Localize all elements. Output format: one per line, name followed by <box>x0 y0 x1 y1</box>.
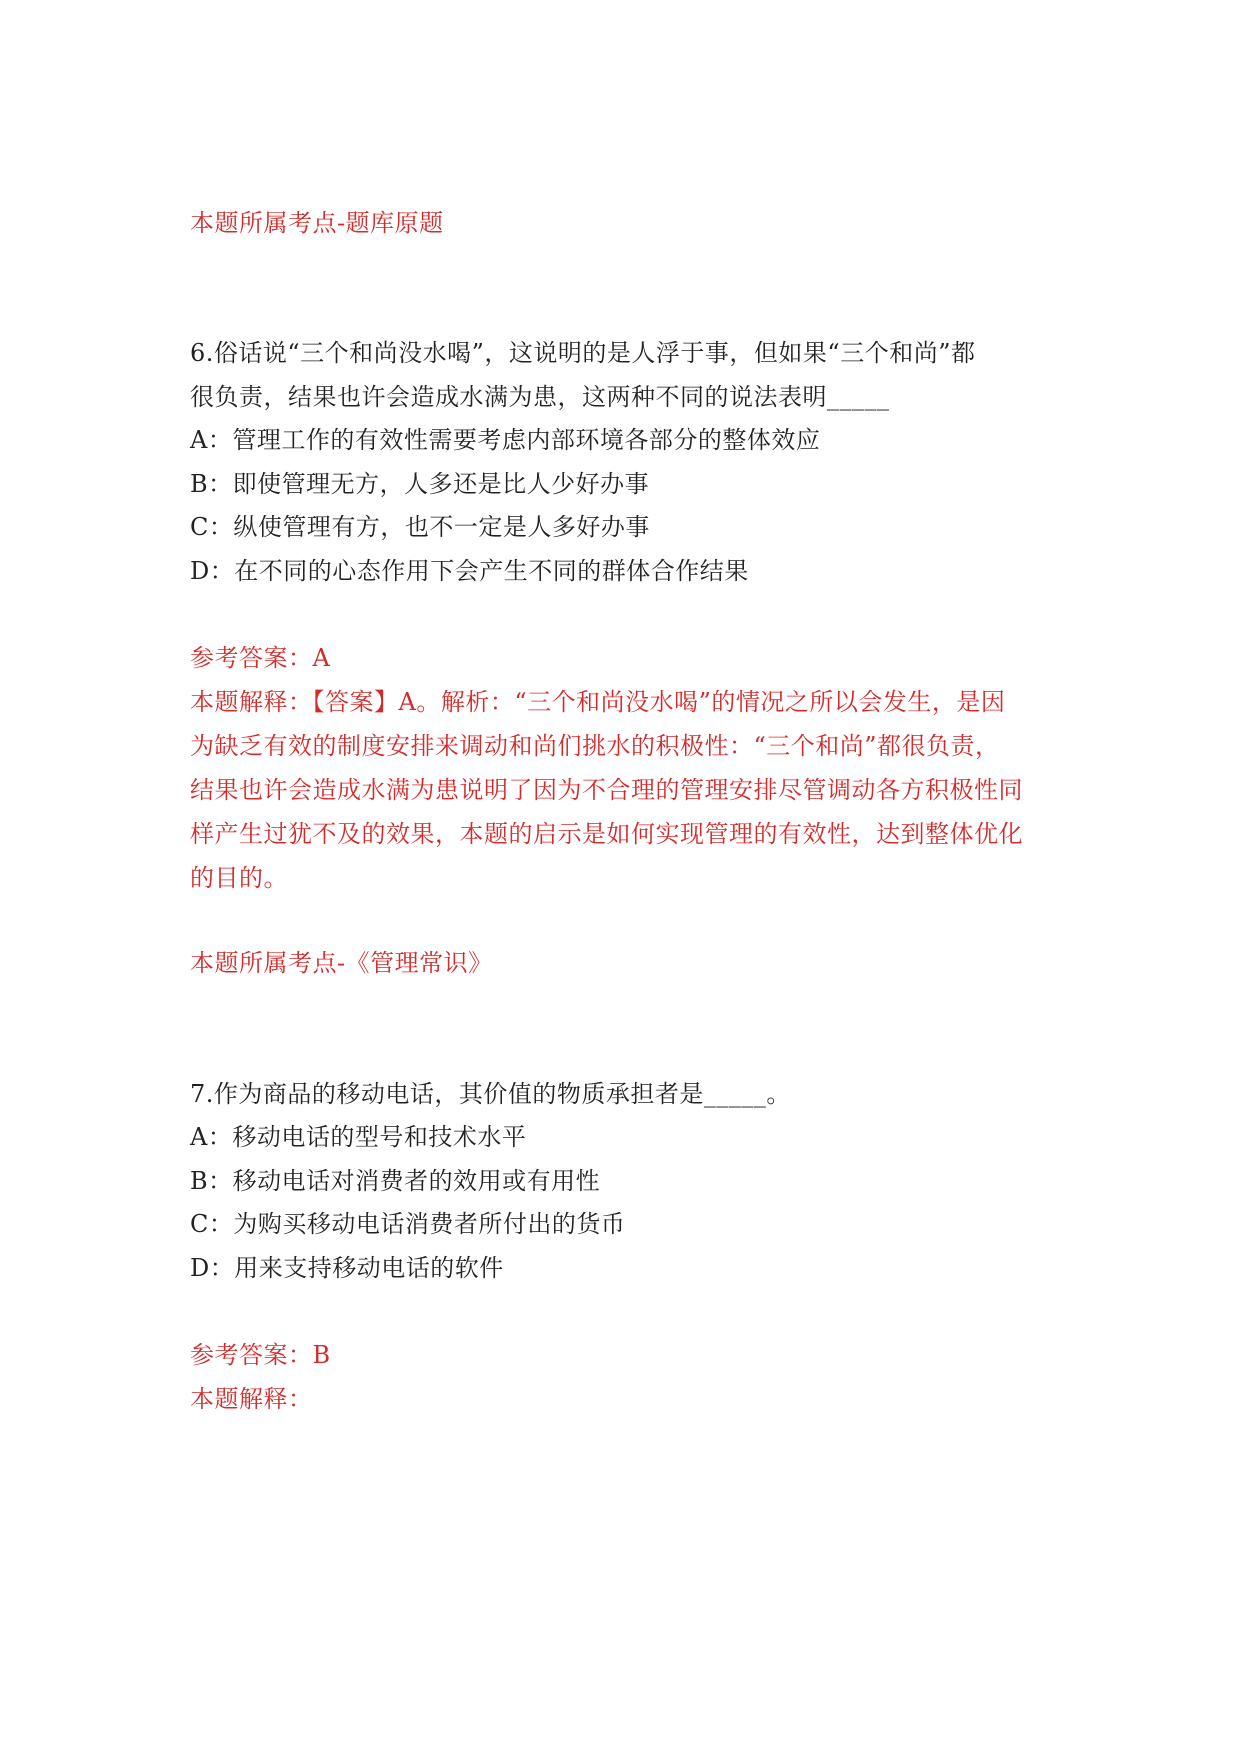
q7-explanation: 本题解释： <box>190 1385 313 1413</box>
q6-explanation <box>190 678 1050 903</box>
q7-option-d: D：用来支持移动电话的软件 <box>190 1254 504 1282</box>
q6-option-a: A：管理工作的有效性需要考虑内部环境各部分的整体效应 <box>190 426 821 454</box>
q6-answer: 参考答案：A <box>190 644 331 672</box>
q6-explanation-line-1: 本题解释：【答案】A。解析：“三个和尚没水喝”的情况之所以会发生，是因 <box>190 688 1006 716</box>
q7-option-a: A：移动电话的型号和技术水平 <box>190 1123 527 1151</box>
q6-stem-line-1: 6.俗话说“三个和尚没水喝”，这说明的是人浮于事，但如果“三个和尚”都 <box>190 339 976 367</box>
q6-option-c: C：纵使管理有方，也不一定是人多好办事 <box>190 513 650 541</box>
q6-explanation-line-3: 结果也许会造成水满为患说明了因为不合理的管理安排尽管调动各方积极性同 <box>190 776 1023 804</box>
q7-stem: 7.作为商品的移动电话，其价值的物质承担者是_____。 <box>190 1080 791 1108</box>
q6-option-b: B：即使管理无方，人多还是比人少好办事 <box>190 470 650 498</box>
q7-option-c: C：为购买移动电话消费者所付出的货币 <box>190 1210 626 1238</box>
q7-answer: 参考答案：B <box>190 1341 331 1369</box>
q6-explanation-line-4: 样产生过犹不及的效果，本题的启示是如何实现管理的有效性，达到整体优化 <box>190 820 1023 848</box>
q6-option-d: D：在不同的心态作用下会产生不同的群体合作结果 <box>190 557 749 585</box>
q6-explanation-line-5: 的目的。 <box>190 864 288 892</box>
q6-topic-label: 本题所属考点-《管理常识》 <box>190 949 493 977</box>
q7-option-b: B：移动电话对消费者的效用或有用性 <box>190 1167 601 1195</box>
q6-explanation-line-2: 为缺乏有效的制度安排来调动和尚们挑水的积极性：“三个和尚”都很负责， <box>190 732 1000 760</box>
q6-stem-line-2: 很负责，结果也许会造成水满为患，这两种不同的说法表明_____ <box>190 383 890 411</box>
prev-topic-label: 本题所属考点-题库原题 <box>190 209 444 237</box>
